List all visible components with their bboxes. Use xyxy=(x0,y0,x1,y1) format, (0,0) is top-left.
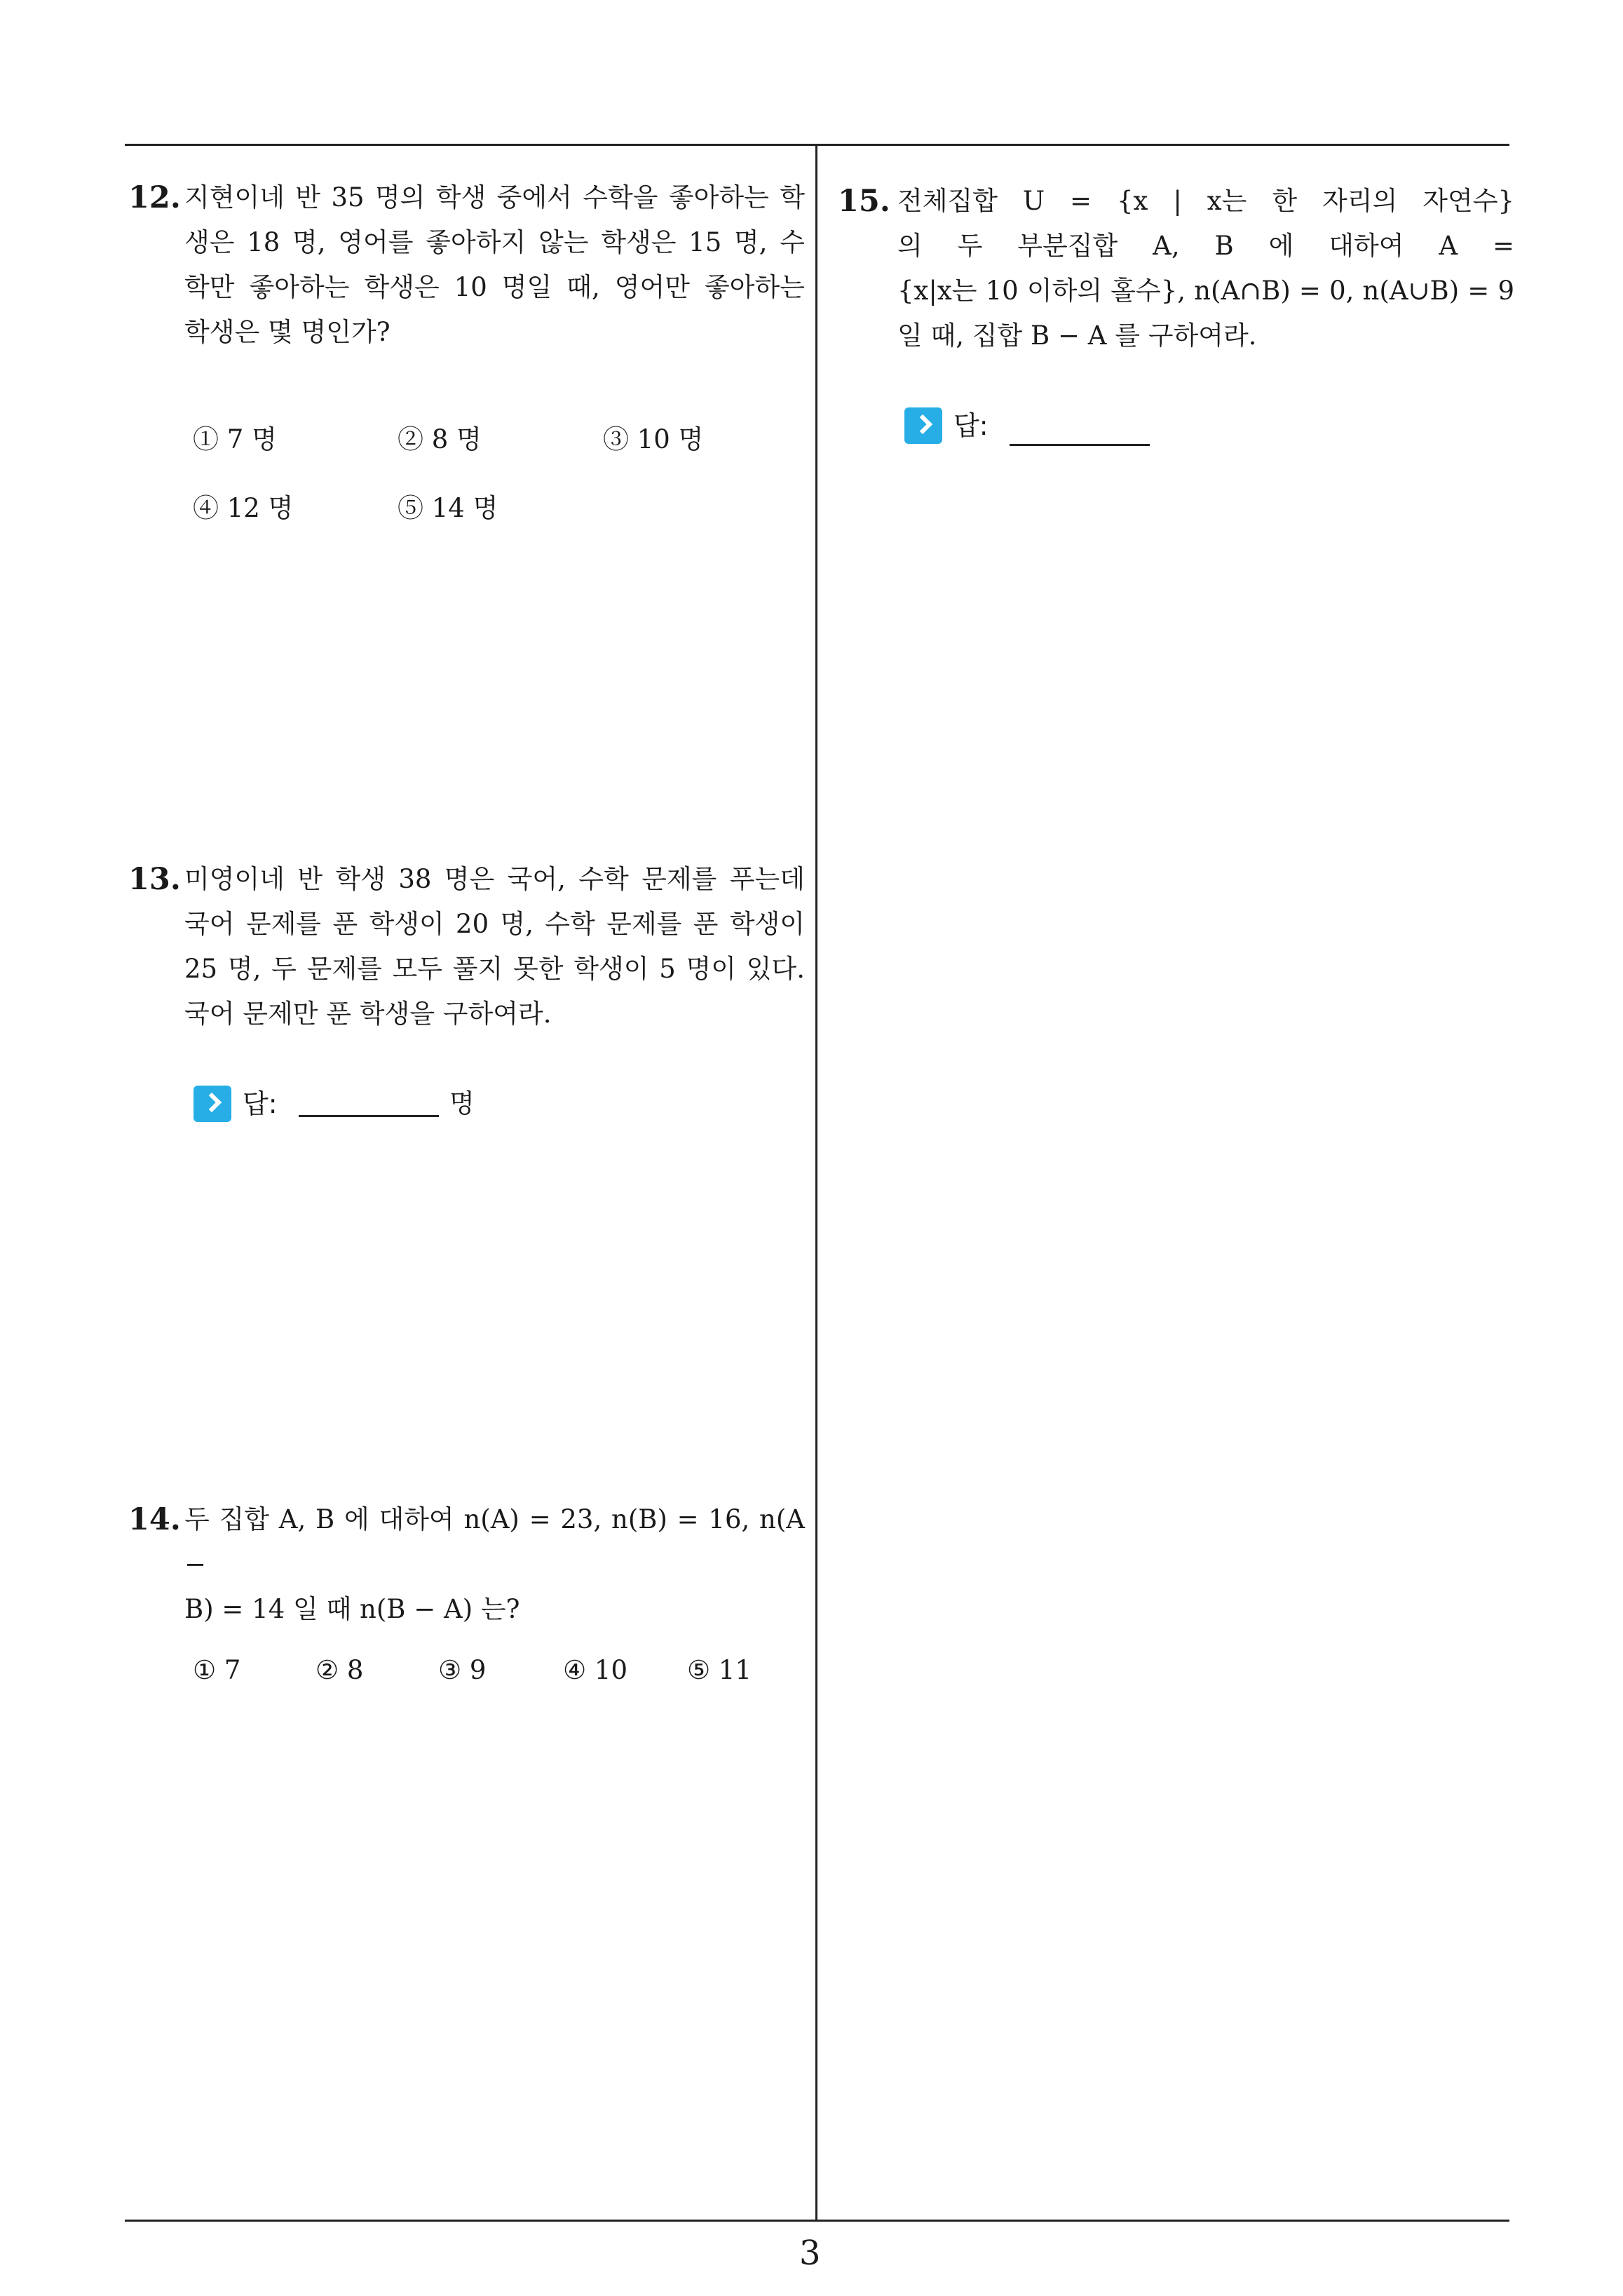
question-15 xyxy=(838,179,1518,473)
answer-blank[interactable] xyxy=(1010,444,1150,446)
question-line: 의 두 부분집합 A, B 에 대하여 A = xyxy=(897,231,1514,261)
choice-list xyxy=(193,1648,803,1690)
question-number: 13. xyxy=(128,862,181,897)
question-line: 일 때, 집합 B − A 를 구하여라. xyxy=(897,320,1257,351)
choice-4[interactable]: ④ 10 xyxy=(563,1655,628,1685)
question-line: B) = 14 일 때 n(B − A) 는? xyxy=(184,1594,520,1624)
question-number: 14. xyxy=(128,1502,181,1537)
answer-label: 답: xyxy=(953,410,989,441)
question-14 xyxy=(128,1497,805,1708)
choice-list xyxy=(193,417,803,529)
choice-2[interactable]: ② 8 xyxy=(315,1655,364,1685)
column-divider xyxy=(815,144,817,2221)
answer-label: 답: xyxy=(243,1088,278,1119)
answer-area xyxy=(904,403,1185,445)
choice-2[interactable]: ② 8 명 xyxy=(398,424,482,454)
choice-4[interactable]: ④ 12 명 xyxy=(193,493,294,523)
arrow-right-icon xyxy=(904,407,942,444)
choice-1[interactable]: ① 7 xyxy=(193,1655,241,1685)
question-text xyxy=(897,179,1514,358)
choice-3[interactable]: ③ 10 명 xyxy=(603,424,704,454)
question-line: 25 명, 두 문제를 모두 풀지 못한 학생이 5 명이 있다. xyxy=(184,954,805,984)
choice-1[interactable]: ① 7 명 xyxy=(193,424,277,454)
answer-blank[interactable] xyxy=(299,1115,439,1117)
bottom-rule xyxy=(125,2220,1509,2222)
question-number: 15. xyxy=(838,184,890,219)
question-number: 12. xyxy=(128,180,181,215)
choice-5[interactable]: ⑤ 14 명 xyxy=(398,493,498,523)
question-line: 두 집합 A, B 에 대하여 n(A) = 23, n(B) = 16, n(A − xyxy=(184,1504,805,1579)
question-line: 학생은 몇 명인가? xyxy=(184,317,391,347)
question-line: 미영이네 반 학생 38 명은 국어, 수학 문제를 푸는데 xyxy=(184,864,805,894)
answer-unit: 명 xyxy=(449,1088,475,1119)
question-12 xyxy=(128,175,805,568)
question-line: 학만 좋아하는 학생은 10 명일 때, 영어만 좋아하는 xyxy=(184,272,805,302)
question-text xyxy=(184,175,805,355)
question-text xyxy=(184,1497,805,1632)
question-13 xyxy=(128,857,805,1137)
question-text xyxy=(184,857,805,1036)
arrow-right-icon xyxy=(193,1086,231,1122)
question-line: 지현이네 반 35 명의 학생 중에서 수학을 좋아하는 학 xyxy=(184,182,805,212)
question-line: 국어 문제를 푼 학생이 20 명, 수학 문제를 푼 학생이 xyxy=(184,909,805,939)
choice-5[interactable]: ⑤ 11 xyxy=(687,1655,752,1685)
question-line: 국어 문제만 푼 학생을 구하여라. xyxy=(184,999,552,1029)
question-line: 생은 18 명, 영어를 좋아하지 않는 학생은 15 명, 수 xyxy=(184,227,805,257)
choice-3[interactable]: ③ 9 xyxy=(438,1655,487,1685)
question-line: 전체집합 U = {x | x는 한 자리의 자연수} xyxy=(897,186,1514,216)
page-number: 3 xyxy=(799,2234,821,2273)
question-line: {x|x는 10 이하의 홀수}, n(A∩B) = 0, n(A∪B) = 9 xyxy=(897,276,1514,306)
answer-area xyxy=(193,1081,488,1123)
